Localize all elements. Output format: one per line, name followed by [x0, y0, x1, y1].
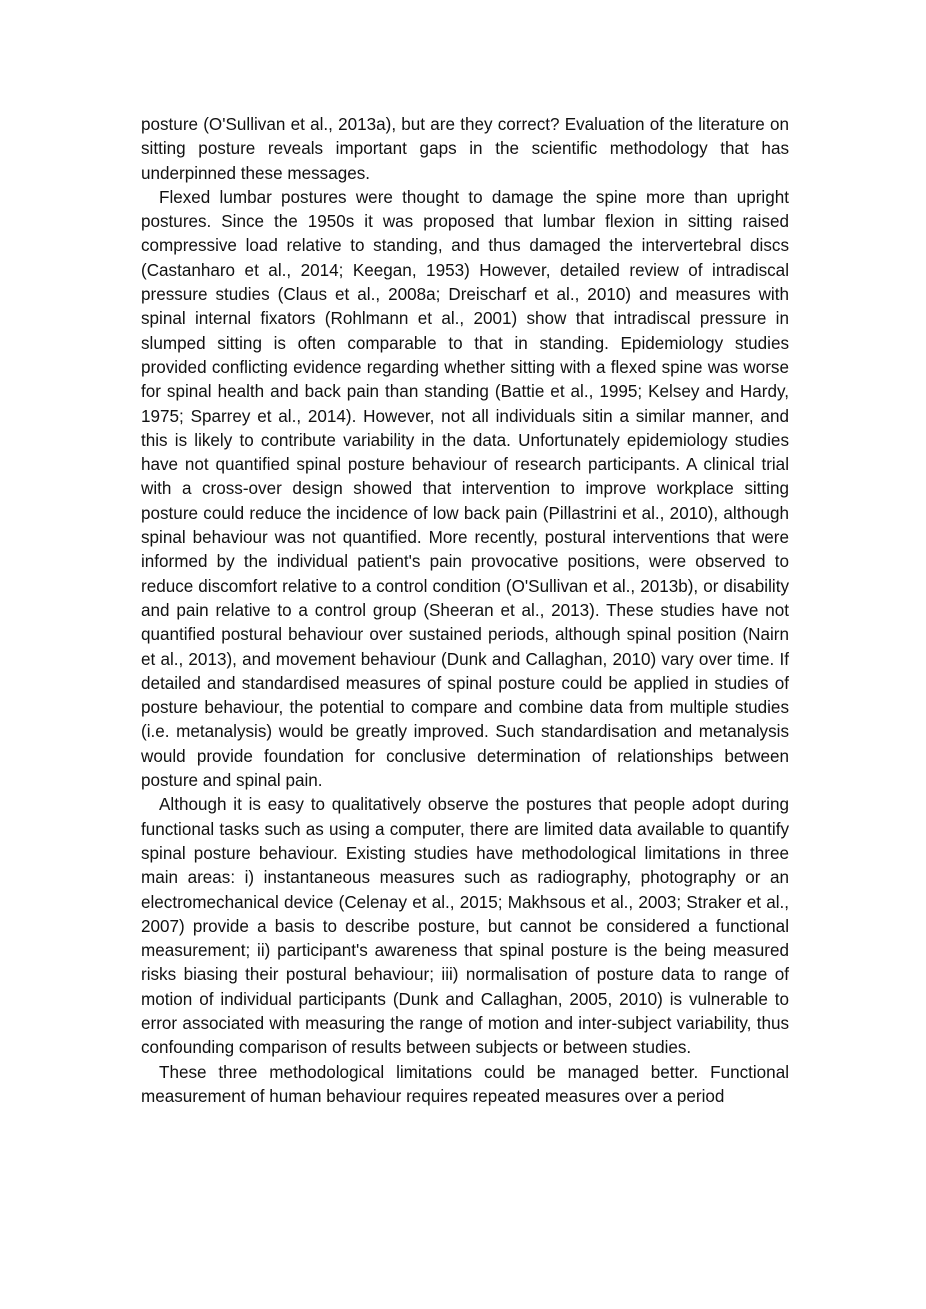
- paragraph-functional-measurement: These three methodological limitations could be managed better. Functional measurement of human behaviour requires repeated measures over a period: [141, 1062, 789, 1106]
- paragraph-flexed-lumbar: Flexed lumbar postures were thought to damage the spine more than upright postures. Since the 1950s it was proposed that lumbar flexion in sitting raised compressive load relative to standing, and thus damaged the intervertebral discs (Castanharo et al., 2014; Keegan, 1953) However, detailed review of intradiscal pressure studies (Claus et al., 2008a; Dreischarf et al., 2010) and measures with spinal internal fixators (Rohlmann et al., 2001) show that intradiscal pressure in slumped sitting is often comparable to that in standing. Epidemiology studies provided conflicting evidence regarding whether sitting with a flexed spine was worse for spinal health and back pain than standing (Battie et al., 1995; Kelsey and Hardy, 1975; Sparrey et al., 2014). However, not all individuals sitin a similar manner, and this is likely to contribute variability in the data. Unfortunately epidemiology studies have not quantified spinal posture behaviour of research participants. A clinical trial with a cross-over design showed that intervention to improve workplace sitting posture could reduce the incidence of low back pain (Pillastrini et al., 2010), although spinal behaviour was not quantified. More recently, postural interventions that were informed by the individual patient's pain provocative positions, were observed to reduce discomfort relative to a control condition (O'Sullivan et al., 2013b), or disability and pain relative to a control group (Sheeran et al., 2013). These studies have not quantified postural behaviour over sustained periods, although spinal position (Nairn et al., 2013), and movement behaviour (Dunk and Callaghan, 2010) vary over time. If detailed and standardised measures of spinal posture could be applied in studies of posture behaviour, the potential to compare and combine data from multiple studies (i.e. metanalysis) would be greatly improved. Such standardisation and metanalysis would provide foundation for conclusive determination of relationships between posture and spinal pain.: [141, 187, 789, 791]
- paragraph-methodological-limitations: Although it is easy to qualitatively observe the postures that people adopt during functional tasks such as using a computer, there are limited data available to quantify spinal posture behaviour. Existing studies have methodological limitations in three main areas: i) instantaneous measures such as radiography, photography or an electromechanical device (Celenay et al., 2015; Makhsous et al., 2003; Straker et al., 2007) provide a basis to describe posture, but cannot be considered a functional measurement; ii) participant's awareness that spinal posture is the being measured risks biasing their postural behaviour; iii) normalisation of posture data to range of motion of individual participants (Dunk and Callaghan, 2005, 2010) is vulnerable to error associated with measuring the range of motion and inter-subject variability, thus confounding comparison of results between subjects or between studies.: [141, 795, 789, 1058]
- paper-page: [141, 113, 789, 1109]
- paragraph-continued: posture (O'Sullivan et al., 2013a), but are they correct? Evaluation of the literature on sitting posture reveals important gaps in the scientific methodology that has underpinned these messages.: [141, 115, 789, 183]
